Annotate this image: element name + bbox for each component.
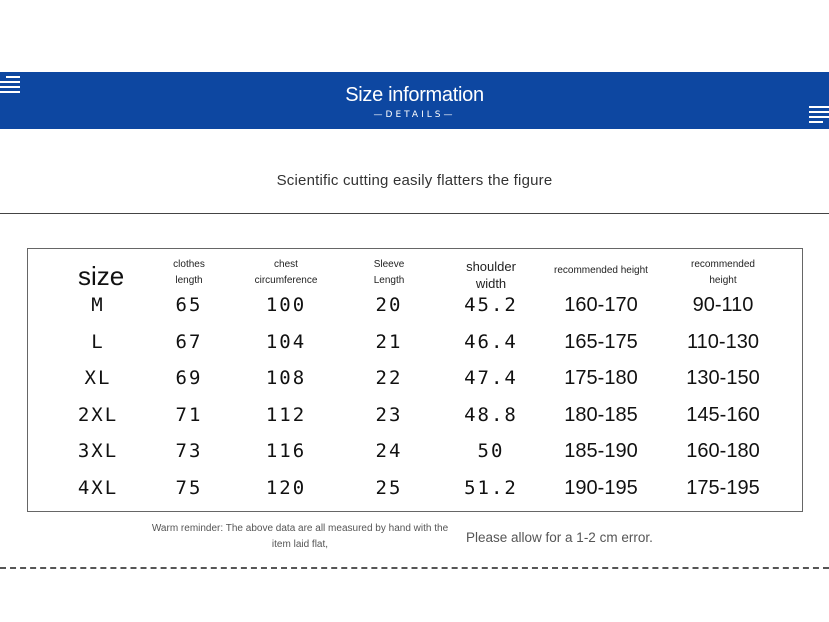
header-recommended-height	[546, 263, 656, 279]
size-label-cell: 2XL	[77, 404, 119, 426]
table-cell: 160-180	[686, 440, 760, 462]
size-table	[27, 248, 803, 512]
header-line: Sleeve	[373, 259, 405, 270]
size-label-cell: XL	[84, 367, 112, 389]
table-cell: 75	[175, 477, 203, 499]
table-cell: 47.4	[464, 367, 518, 389]
divider	[0, 213, 829, 214]
table-cell: 23	[375, 404, 403, 426]
header-line: circumference	[254, 275, 318, 286]
table-cell: 48.8	[464, 404, 518, 426]
header-recommended-height-2	[678, 257, 768, 289]
stripe-decoration	[809, 106, 829, 108]
table-cell: 108	[265, 367, 307, 389]
header-line: length	[175, 275, 203, 286]
table-cell: 175-195	[686, 477, 760, 499]
header-size: size	[78, 261, 125, 291]
header-line: recommended height	[554, 265, 648, 276]
table-cell: 110-130	[687, 331, 759, 353]
header-clothes-length	[159, 257, 219, 289]
header-banner	[0, 72, 829, 129]
stripe-decoration	[809, 111, 829, 113]
size-label-cell: 4XL	[77, 477, 119, 499]
table-cell: 175-180	[564, 367, 638, 389]
table-cell: 71	[175, 404, 203, 426]
banner-subtitle: —DETAILS—	[373, 110, 456, 120]
stripe-decoration	[6, 76, 20, 78]
table-cell: 160-170	[564, 294, 638, 316]
header-line: height	[709, 275, 737, 286]
table-cell: 21	[375, 331, 403, 353]
table-cell: 65	[175, 294, 203, 316]
stripe-decoration	[809, 121, 823, 123]
table-cell: 165-175	[564, 331, 638, 353]
banner-title: Size information	[345, 84, 484, 106]
table-cell: 46.4	[464, 331, 518, 353]
table-cell: 20	[375, 294, 403, 316]
header-line: shoulder	[466, 259, 516, 274]
table-cell: 112	[265, 404, 307, 426]
size-label-cell: M	[91, 294, 105, 316]
table-cell: 116	[265, 440, 307, 462]
size-label-cell: 3XL	[77, 440, 119, 462]
table-cell: 50	[477, 440, 505, 462]
header-shoulder-width	[451, 258, 531, 292]
table-cell: 185-190	[564, 440, 638, 462]
header-sleeve-length	[359, 257, 419, 289]
header-line: clothes	[173, 259, 205, 270]
warm-reminder-note: Warm reminder: The above data are all measured by hand with the item laid flat,	[151, 523, 449, 550]
table-cell: 69	[175, 367, 203, 389]
table-cell: 24	[375, 440, 403, 462]
error-note: Please allow for a 1-2 cm error.	[466, 530, 653, 545]
table-cell: 180-185	[564, 404, 638, 426]
header-line: Length	[373, 275, 405, 286]
page-subtitle: Scientific cutting easily flatters the figure	[276, 172, 553, 189]
table-cell: 90-110	[692, 294, 754, 316]
dashed-divider	[0, 567, 829, 569]
header-line: chest	[274, 259, 298, 270]
table-cell: 100	[265, 294, 307, 316]
table-cell: 145-160	[686, 404, 760, 426]
table-cell: 73	[175, 440, 203, 462]
table-cell: 45.2	[464, 294, 518, 316]
table-cell: 120	[265, 477, 307, 499]
table-cell: 67	[175, 331, 203, 353]
table-cell: 190-195	[564, 477, 638, 499]
header-line: recommended	[691, 259, 755, 270]
table-cell: 25	[375, 477, 403, 499]
table-cell: 104	[265, 331, 307, 353]
table-cell: 22	[375, 367, 403, 389]
stripe-decoration	[809, 116, 829, 118]
stripe-decoration	[0, 81, 20, 83]
size-label-cell: L	[91, 331, 105, 353]
header-line: width	[475, 276, 507, 291]
table-cell: 51.2	[464, 477, 518, 499]
header-chest-circumference	[236, 257, 336, 289]
table-cell: 130-150	[686, 367, 760, 389]
